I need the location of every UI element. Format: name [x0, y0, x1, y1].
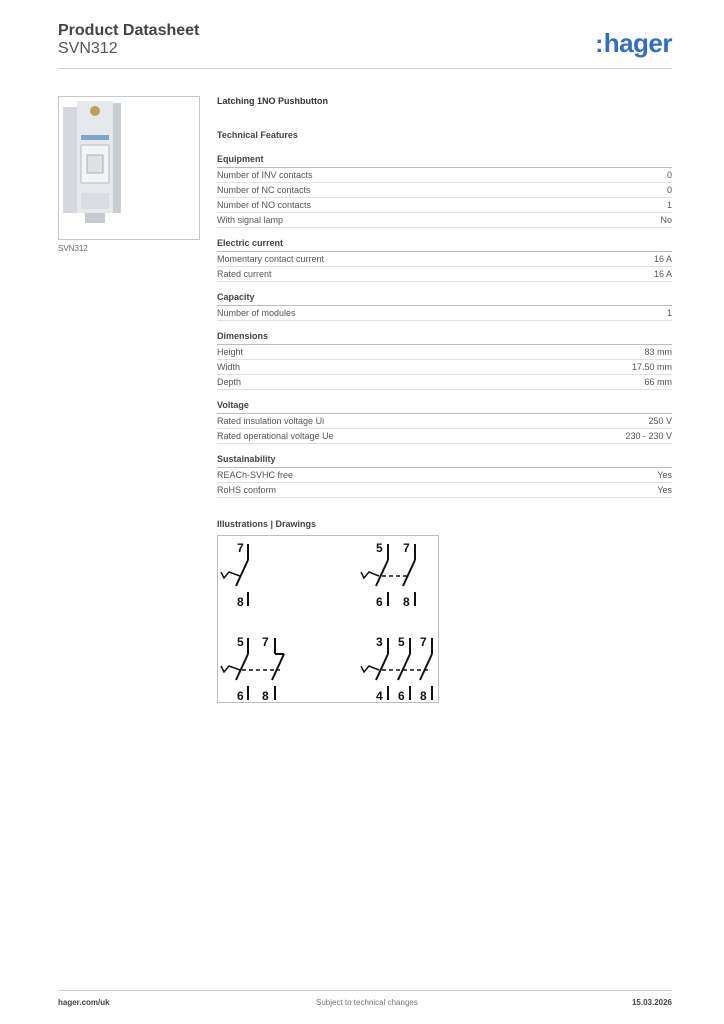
- group-electric-current: [217, 238, 672, 282]
- terminal-label: 7: [420, 635, 427, 649]
- table-row: Height 83 mm: [217, 345, 672, 360]
- terminal-label: 3: [376, 635, 383, 649]
- footer-notice: Subject to technical changes: [316, 998, 418, 1007]
- footer-date: 15.03.2026: [631, 998, 672, 1007]
- group-title: Dimensions: [217, 331, 672, 345]
- wiring-diagrams: [217, 535, 439, 703]
- header-divider: [58, 68, 672, 69]
- product-name: Latching 1NO Pushbutton: [217, 96, 328, 106]
- group-sustainability: [217, 454, 672, 498]
- product-image: [58, 96, 200, 240]
- group-title: Electric current: [217, 238, 672, 252]
- terminal-label: 7: [262, 635, 269, 649]
- terminal-label: 6: [398, 689, 405, 702]
- table-row: Momentary contact current 16 A: [217, 252, 672, 267]
- terminal-label: 8: [237, 595, 244, 609]
- table-row: Width 17.50 mm: [217, 360, 672, 375]
- hager-logo: :hager: [595, 28, 672, 58]
- terminal-label: 8: [420, 689, 427, 702]
- group-title: Capacity: [217, 292, 672, 306]
- terminal-label: 5: [237, 635, 244, 649]
- table-row: Rated operational voltage Ue 230 - 230 V: [217, 429, 672, 444]
- table-row: Rated insulation voltage Ui 250 V: [217, 414, 672, 429]
- illustrations-heading: Illustrations | Drawings: [217, 519, 317, 529]
- group-title: Equipment: [217, 154, 672, 168]
- terminal-label: 4: [376, 689, 383, 702]
- group-title: Sustainability: [217, 454, 672, 468]
- table-row: Rated current 16 A: [217, 267, 672, 282]
- group-capacity: [217, 292, 672, 321]
- group-title: Voltage: [217, 400, 672, 414]
- table-row: Number of NO contacts 1: [217, 198, 672, 213]
- technical-details: [217, 96, 672, 529]
- table-row: Number of INV contacts 0: [217, 168, 672, 183]
- terminal-label: 8: [262, 689, 269, 702]
- terminal-label: 8: [403, 595, 410, 609]
- table-row: REACh-SVHC free Yes: [217, 468, 672, 483]
- group-dimensions: [217, 331, 672, 390]
- pushbutton-icon: [87, 155, 103, 173]
- page-title: Product Datasheet: [58, 22, 200, 39]
- table-row: With signal lamp No: [217, 213, 672, 228]
- terminal-screw-icon: [90, 106, 100, 116]
- table-row: Number of modules 1: [217, 306, 672, 321]
- terminal-label: 6: [237, 689, 244, 702]
- terminal-label: 7: [403, 541, 410, 555]
- terminal-label: 6: [376, 595, 383, 609]
- product-image-caption: SVN312: [58, 244, 88, 253]
- terminal-label: 5: [376, 541, 383, 555]
- table-row: Number of NC contacts 0: [217, 183, 672, 198]
- product-code: SVN312: [58, 40, 118, 57]
- table-row: RoHS conform Yes: [217, 483, 672, 498]
- features-heading: Technical Features: [217, 130, 298, 140]
- terminal-label: 5: [398, 635, 405, 649]
- table-row: Depth 66 mm: [217, 375, 672, 390]
- footer-website-link[interactable]: hager.com/uk: [58, 998, 110, 1007]
- footer-divider: [58, 990, 672, 991]
- group-equipment: [217, 154, 672, 228]
- terminal-label: 7: [237, 541, 244, 555]
- group-voltage: [217, 400, 672, 444]
